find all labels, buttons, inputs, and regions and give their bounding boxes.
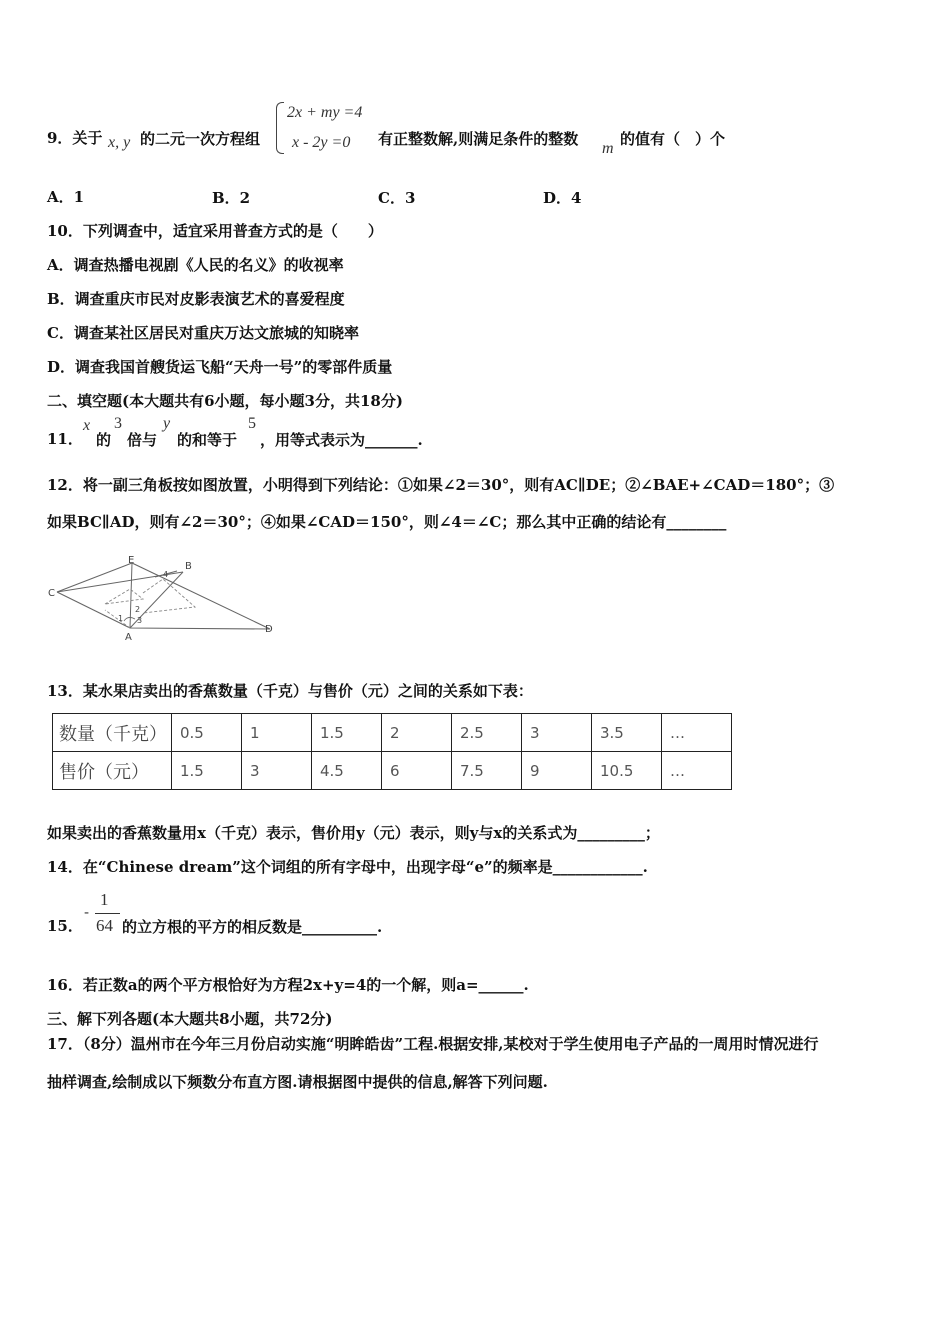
q17-line1: 17．（8分）温州市在今年三月份启动实施“明眸皓齿”工程.根据安排,某校对于学生使用电子产品的一周用时情况进行 (47, 1035, 819, 1053)
q13-after: 如果卖出的香蕉数量用x（千克）表示，售价用y（元）表示，则y与x的关系式为_________； (47, 824, 660, 842)
q15-minus: - (84, 903, 90, 921)
q14-text: 14．在“Chinese dream”这个词组的所有字母中，出现字母“e”的频率是____________. (47, 858, 648, 876)
label-a: A (125, 632, 132, 643)
q9-text1: 的二元一次方程组 (140, 130, 261, 148)
q15-denominator: 64 (96, 916, 113, 935)
q10-option-a: A．调查热播电视剧《人民的名义》的收视率 (47, 256, 344, 274)
q10-option-d: D．调查我国首艘货运飞船“天舟一号”的零部件质量 (47, 358, 393, 376)
q10-stem: 10．下列调查中，适宜采用普查方式的是（ ） (47, 222, 383, 240)
table-cell: 3 (522, 714, 592, 752)
q12-line1: 12．将一副三角板按如图放置，小明得到下列结论：①如果∠2＝30°，则有AC∥DE；②∠BAE+∠CAD＝180°；③ (47, 476, 835, 494)
q9-option-d: D．4 (543, 189, 582, 207)
table-cell: … (662, 752, 732, 790)
label-2: 2 (135, 605, 141, 614)
q11-de: 的 (96, 431, 112, 449)
figure-angle-arc (124, 617, 135, 621)
label-4: 4 (163, 570, 169, 579)
table-cell: 3 (242, 752, 312, 790)
label-e: E (128, 555, 135, 566)
q10-option-c: C．调查某社区居民对重庆万达文旅城的知晓率 (47, 324, 359, 342)
q15-fraction-bar (95, 913, 120, 914)
table-cell: 1 (242, 714, 312, 752)
table-row (53, 714, 732, 752)
table-cell: … (662, 714, 732, 752)
q17-line2: 抽样调查,绘制成以下频数分布直方图.请根据图中提供的信息,解答下列问题. (47, 1073, 548, 1091)
q9-option-b: B．2 (212, 189, 251, 207)
equation-system-brace (276, 102, 284, 154)
table-head-price: 售价（元） (53, 752, 172, 790)
q15-tail: 的立方根的平方的相反数是__________. (122, 918, 383, 936)
section-3-title: 三、解下列各题(本大题共8小题，共72分) (47, 1010, 333, 1028)
label-1: 1 (118, 614, 124, 623)
q11-y: y (163, 415, 171, 432)
q9-text2: 有正整数解,则满足条件的整数 (378, 130, 579, 148)
table-head-quantity: 数量（千克） (53, 714, 172, 752)
table-cell: 1.5 (172, 752, 242, 790)
label-d: D (265, 624, 273, 635)
q11-number: 11． (47, 430, 83, 448)
table-cell: 2.5 (452, 714, 522, 752)
q9-eq1: 2x + my =4 (287, 104, 363, 121)
q9-option-a: A．1 (47, 188, 85, 206)
q13-stem: 13．某水果店卖出的香蕉数量（千克）与售价（元）之间的关系如下表： (47, 682, 533, 700)
q15-number: 15． (47, 917, 83, 935)
figure-line-ea (130, 563, 132, 628)
table-cell: 6 (382, 752, 452, 790)
label-c: C (48, 588, 55, 599)
table-cell: 0.5 (172, 714, 242, 752)
q9-var-m: m (602, 140, 614, 157)
table-cell: 4.5 (312, 752, 382, 790)
table-cell: 7.5 (452, 752, 522, 790)
q11-x: x (83, 417, 91, 434)
q15-numerator: 1 (100, 890, 109, 909)
label-b: B (185, 561, 192, 572)
label-3: 3 (137, 616, 143, 625)
table-cell: 10.5 (592, 752, 662, 790)
q11-three: 3 (114, 415, 122, 432)
figure-inner-dashed-2 (143, 579, 195, 613)
table-cell: 9 (522, 752, 592, 790)
figure-inner-dashed-1 (105, 589, 143, 604)
q13-table (52, 713, 732, 790)
q11-bei: 倍与 (127, 431, 158, 449)
table-cell: 2 (382, 714, 452, 752)
triangle-figure (45, 555, 280, 645)
q11-five: 5 (248, 415, 256, 432)
q9-vars: x, y (108, 134, 131, 151)
section-2-title: 二、填空题(本大题共有6小题，每小题3分，共18分) (47, 392, 403, 410)
q9-text3: 的值有（ ）个 (620, 130, 726, 148)
q9-number: 9．关于 (47, 129, 103, 147)
q11-tail: ，用等式表示为_______. (260, 431, 423, 449)
q16-text: 16．若正数a的两个平方根恰好为方程2x+y=4的一个解，则a=______. (47, 976, 529, 994)
table-cell: 3.5 (592, 714, 662, 752)
q9-option-c: C．3 (378, 189, 416, 207)
table-cell: 1.5 (312, 714, 382, 752)
q10-option-b: B．调查重庆市民对皮影表演艺术的喜爱程度 (47, 290, 345, 308)
q12-line2: 如果BC∥AD，则有∠2＝30°；④如果∠CAD＝150°，则∠4＝∠C；那么其中正确的结论有________ (47, 513, 727, 531)
q11-he: 的和等于 (177, 431, 238, 449)
q9-eq2: x - 2y =0 (292, 134, 351, 151)
table-row (53, 752, 732, 790)
